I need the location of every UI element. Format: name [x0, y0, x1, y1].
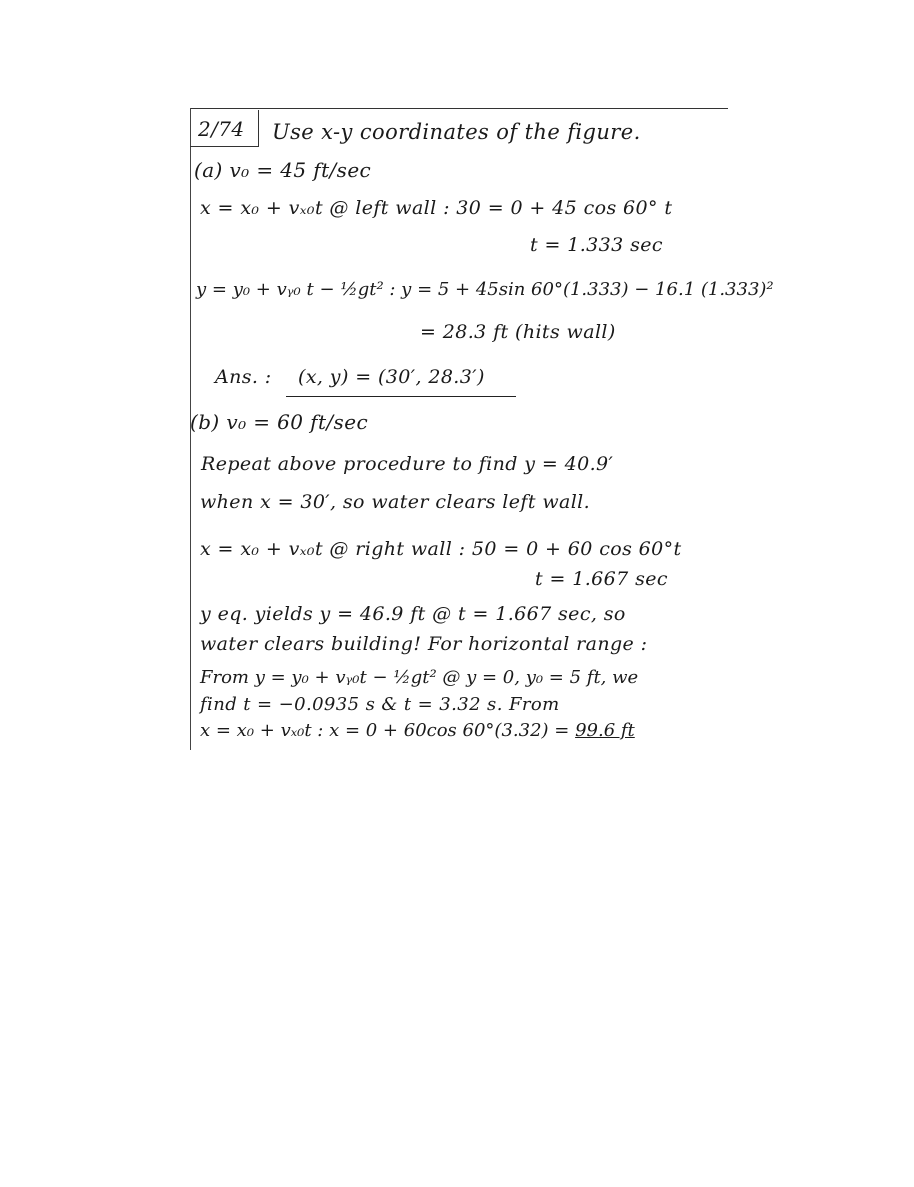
part-a-y-equation: y = y₀ + vᵧ₀ t − ½gt² : y = 5 + 45sin 60°(1.333) − 16.1 (1.333)² — [196, 279, 774, 300]
part-b-final-value: 99.6 ft — [575, 720, 635, 741]
part-b-repeat-line-1: Repeat above procedure to find y = 40.9′ — [201, 453, 614, 475]
part-b-time-result: t = 1.667 sec — [535, 568, 668, 590]
problem-intro: Use x-y coordinates of the figure. — [272, 120, 641, 144]
part-b-repeat-line-2: when x = 30′, so water clears left wall. — [200, 491, 591, 513]
part-b-final-equation — [200, 719, 635, 743]
problem-number: 2/74 — [198, 117, 245, 141]
part-a-label: (a) v₀ = 45 ft/sec — [194, 158, 372, 182]
part-b-yields-line-1: y eq. yields y = 46.9 ft @ t = 1.667 sec, so — [200, 603, 626, 625]
part-a-time-result: t = 1.333 sec — [530, 234, 663, 256]
part-b-label: (b) v₀ = 60 ft/sec — [190, 410, 369, 434]
part-a-answer-label: Ans. : — [215, 366, 272, 388]
part-b-final-expression: x = x₀ + vₓ₀t : x = 0 + 60cos 60°(3.32) = — [200, 720, 576, 741]
part-b-yields-line-2: water clears building! For horizontal range : — [200, 633, 648, 655]
part-a-answer-value: (x, y) = (30′, 28.3′) — [298, 366, 485, 388]
part-a-answer-underline — [286, 396, 516, 397]
part-b-find-line: find t = −0.0935 s & t = 3.32 s. From — [200, 694, 560, 715]
top-rule — [190, 108, 728, 109]
part-b-x-equation: x = x₀ + vₓ₀t @ right wall : 50 = 0 + 60 cos 60°t — [200, 538, 682, 560]
part-a-y-result: = 28.3 ft (hits wall) — [420, 321, 616, 343]
part-b-from-line: From y = y₀ + vᵧ₀t − ½gt² @ y = 0, y₀ = 5 ft, we — [200, 667, 639, 688]
part-a-x-equation: x = x₀ + vₓ₀t @ left wall : 30 = 0 + 45 cos 60° t — [200, 197, 673, 219]
